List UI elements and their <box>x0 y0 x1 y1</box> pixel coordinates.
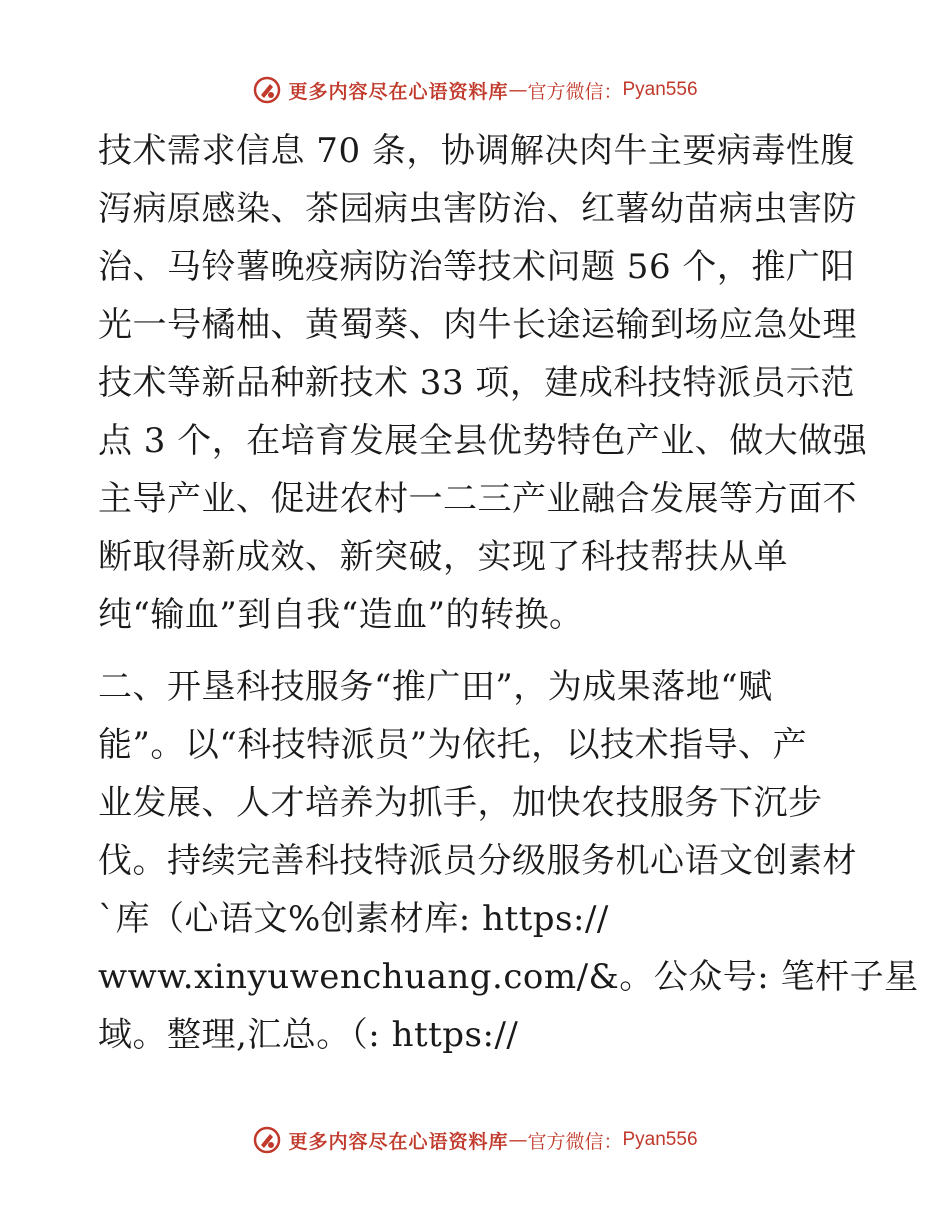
text-line: 域。整理,汇总。（: https:// <box>98 1015 519 1055</box>
watermark-wechat-id: Pyan556 <box>622 79 698 100</box>
watermark-separator: — <box>508 79 528 101</box>
text-line: 伐。持续完善科技特派员分级服务机心语文创素材 <box>98 841 857 881</box>
brand-logo-icon <box>252 75 282 105</box>
watermark-separator: — <box>508 1129 528 1151</box>
watermark-wechat-id: Pyan556 <box>622 1129 698 1150</box>
paragraph-1 <box>98 122 868 644</box>
document-body <box>98 122 919 1064</box>
text-line: 光一号橘柚、黄蜀葵、肉牛长途运输到场应急处理 <box>98 305 857 345</box>
text-line: 纯“输血”到自我“造血”的转换。 <box>98 595 584 635</box>
text-line: `库（心语文%创素材库: https:// <box>98 899 609 939</box>
footer-watermark <box>0 1120 950 1160</box>
text-line: 治、马铃薯晚疫病防治等技术问题 56 个，推广阳 <box>98 247 855 287</box>
text-line: 技术等新品种新技术 33 项，建成科技特派员示范 <box>98 363 855 403</box>
paragraph-2 <box>98 658 919 1064</box>
text-line: 断取得新成效、新突破，实现了科技帮扶从单 <box>98 537 788 577</box>
text-line: 业发展、人才培养为抓手，加快农技服务下沉步 <box>98 783 823 823</box>
text-line: 泻病原感染、茶园病虫害防治、红薯幼苗病虫害防 <box>98 189 857 229</box>
header-watermark <box>0 70 950 110</box>
watermark-wechat-label: 官方微信： <box>527 1130 623 1153</box>
section-heading-line: 二、开垦科技服务“推广田”，为成果落地“赋 <box>98 667 773 707</box>
text-line: 技术需求信息 70 条，协调解决肉牛主要病毒性腹 <box>98 131 855 171</box>
brand-logo-icon <box>252 1125 282 1155</box>
watermark-brand-text: 更多内容尽在心语资料库 <box>288 80 509 103</box>
text-line: 主导产业、促进农村一二三产业融合发展等方面不 <box>98 479 857 519</box>
watermark-brand-text: 更多内容尽在心语资料库 <box>288 1130 509 1153</box>
text-line: www.xinyuwenchuang.com/&。公众号: 笔杆子星 <box>98 957 919 997</box>
text-line: 能”。以“科技特派员”为依托，以技术指导、产 <box>98 725 808 765</box>
watermark-wechat-label: 官方微信： <box>527 80 623 103</box>
text-line: 点 3 个，在培育发展全县优势特色产业、做大做强 <box>98 421 868 461</box>
